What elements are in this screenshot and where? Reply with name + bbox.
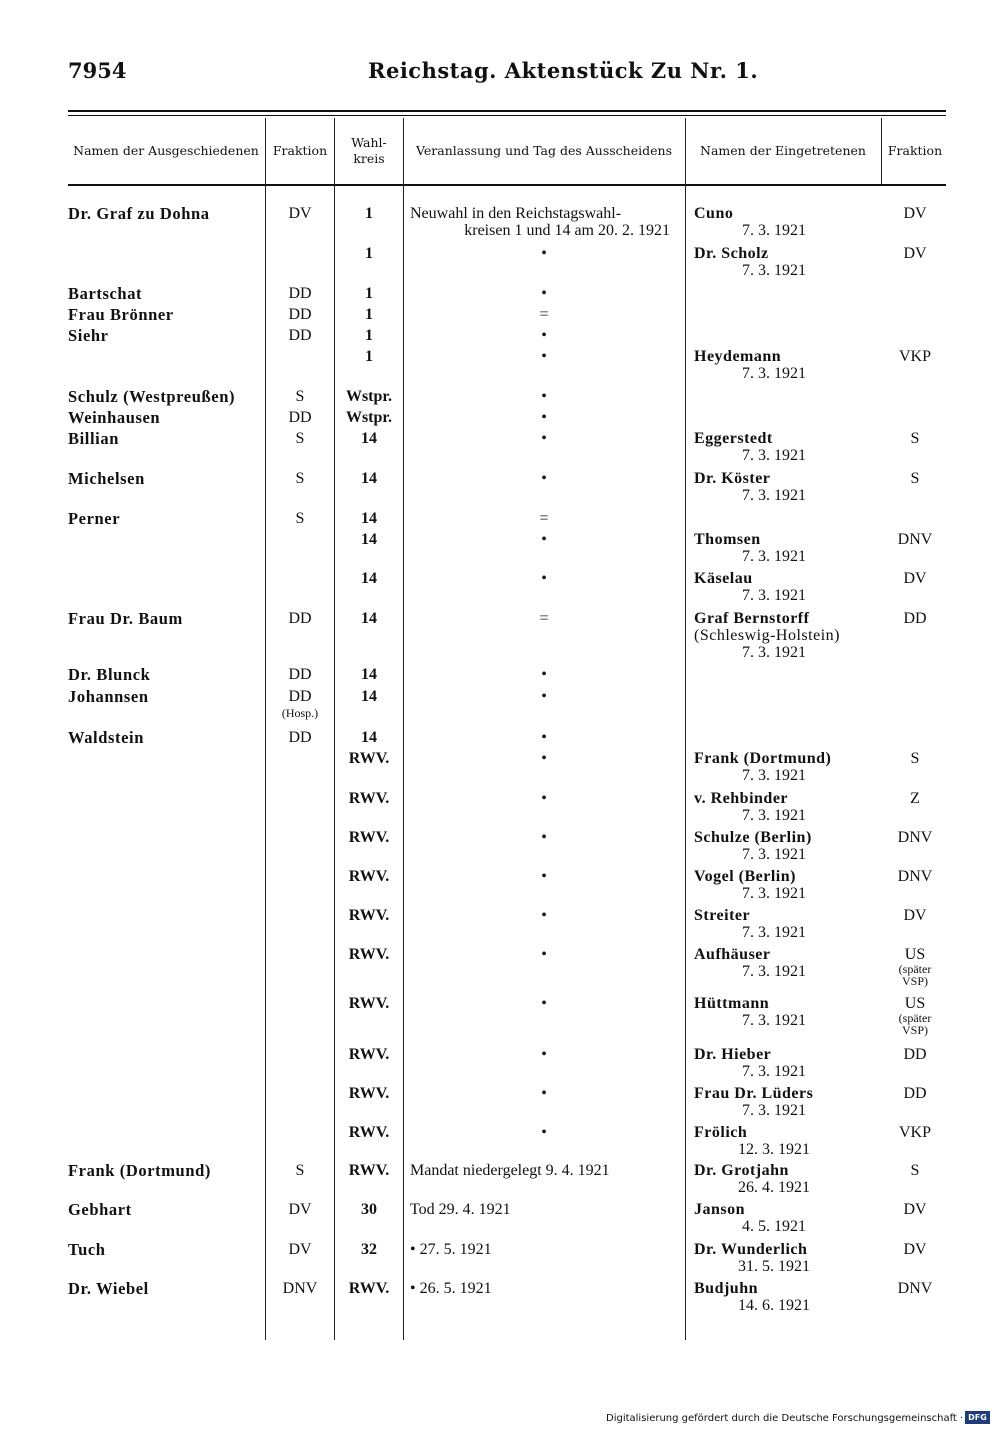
eingetretener-name: Graf Bernstorff (694, 610, 810, 627)
wahlkreis: 14 (361, 531, 377, 548)
eintritt-datum: 7. 3. 1921 (742, 644, 806, 661)
ditto-mark: • (541, 285, 547, 302)
header-fraktion: Fraktion (272, 143, 328, 159)
fraktion-eingetreten: S (910, 1162, 920, 1179)
footer-credit: Digitalisierung gefördert durch die Deutsche Forschungsgemeinschaft · (606, 1413, 964, 1424)
fraktion: DV (288, 205, 312, 222)
wahlkreis: RWV. (348, 946, 390, 963)
fraktion: DD (288, 327, 312, 344)
ausgeschiedener-name: Billian (68, 429, 119, 448)
eintritt-datum: 7. 3. 1921 (742, 1063, 806, 1080)
eingetretener-name: Streiter (694, 907, 751, 924)
eintritt-datum: 7. 3. 1921 (742, 846, 806, 863)
fraktion: DD (288, 285, 312, 302)
eingetretener-name: Frölich (694, 1124, 748, 1141)
eingetretener-name: Thomsen (694, 531, 761, 548)
ditto-mark: • (541, 570, 547, 587)
ausgeschiedener-name: Waldstein (68, 728, 145, 747)
header-ausgeschiedene: Namen der Ausgeschiedenen (73, 143, 259, 159)
fraktion-eingetreten: DV (903, 205, 927, 222)
wahlkreis: 1 (365, 285, 373, 302)
eintritt-datum: 7. 3. 1921 (742, 447, 806, 464)
fraktion-eingetreten: DNV (897, 531, 933, 548)
eingetretener-name: Vogel (Berlin) (694, 868, 796, 885)
eingetretener-name: Käselau (694, 570, 753, 587)
wahlkreis: RWV. (348, 1085, 390, 1102)
wahlkreis: RWV. (348, 1124, 390, 1141)
top-rule-thin (68, 115, 946, 116)
fraktion: S (295, 388, 305, 405)
ausgeschiedener-name: Dr. Wiebel (68, 1279, 149, 1298)
wahlkreis: 30 (361, 1201, 377, 1218)
eingetretener-name: Dr. Hieber (694, 1046, 772, 1063)
ausgeschiedener-name: Dr. Blunck (68, 665, 151, 684)
ditto-mark: • (541, 907, 547, 924)
ditto-mark: = (539, 610, 549, 627)
wahlkreis: 14 (361, 430, 377, 447)
header-fraktion-2: Fraktion (887, 143, 943, 159)
ausgeschiedener-name: Gebhart (68, 1200, 132, 1219)
eintritt-datum: 26. 4. 1921 (738, 1179, 810, 1196)
fraktion-eingetreten: S (910, 470, 920, 487)
eintritt-datum: 7. 3. 1921 (742, 222, 806, 239)
wahlkreis: 14 (361, 570, 377, 587)
wahlkreis: RWV. (348, 995, 390, 1012)
fraktion-eingetreten: DD (903, 1046, 927, 1063)
fraktion: S (295, 470, 305, 487)
fraktion: S (295, 1162, 305, 1179)
fraktion-eingetreten: DNV (897, 868, 933, 885)
wahlkreis: 1 (365, 306, 373, 323)
column-divider (881, 118, 882, 184)
ausgeschiedener-name: Siehr (68, 326, 109, 345)
ditto-mark: • (541, 470, 547, 487)
wahlkreis: RWV. (348, 868, 390, 885)
top-rule (68, 110, 946, 112)
fraktion-note: VSP) (901, 1023, 928, 1037)
eintritt-datum: 7. 3. 1921 (742, 963, 806, 980)
ditto-mark: = (539, 510, 549, 527)
ausgeschiedener-name: Michelsen (68, 469, 145, 488)
eingetretener-name: Dr. Grotjahn (694, 1162, 789, 1179)
eingetretener-name: Dr. Wunderlich (694, 1241, 808, 1258)
wahlkreis: 1 (365, 327, 373, 344)
eingetretener-name: Heydemann (694, 348, 782, 365)
fraktion-eingetreten: DV (903, 907, 927, 924)
ausgeschiedener-name: Bartschat (68, 284, 143, 303)
eintritt-datum: 31. 5. 1921 (738, 1258, 810, 1275)
ditto-mark: • (541, 868, 547, 885)
ditto-mark: • (541, 729, 547, 746)
header-wahlkreis: Wahl- kreis (351, 135, 387, 166)
fraktion-eingetreten: DV (903, 570, 927, 587)
fraktion: DNV (282, 1280, 318, 1297)
ausgeschiedener-name: Johannsen (68, 687, 149, 706)
ausgeschiedener-name: Schulz (Westpreußen) (68, 387, 236, 406)
fraktion: DD (288, 729, 312, 746)
fraktion-eingetreten: S (910, 750, 920, 767)
fraktion: S (295, 510, 305, 527)
ditto-mark: • (541, 531, 547, 548)
ditto-mark: • (541, 409, 547, 426)
eintritt-datum: 7. 3. 1921 (742, 767, 806, 784)
eingetretener-name: v. Rehbinder (694, 790, 789, 807)
veranlassung: Mandat niedergelegt 9. 4. 1921 (410, 1162, 610, 1179)
fraktion-eingetreten: S (910, 430, 920, 447)
eintritt-datum: 7. 3. 1921 (742, 262, 806, 279)
ditto-mark: • (541, 666, 547, 683)
ausgeschiedener-name: Perner (68, 509, 121, 528)
fraktion-note: (später (898, 1011, 932, 1025)
eintritt-datum: 14. 6. 1921 (738, 1297, 810, 1314)
ditto-mark: • (541, 688, 547, 705)
veranlassung-cont: kreisen 1 und 14 am 20. 2. 1921 (464, 222, 670, 239)
veranlassung: • 26. 5. 1921 (410, 1280, 492, 1297)
fraktion-note: (später (898, 962, 932, 976)
eingetretener-name: Cuno (694, 205, 734, 222)
eintritt-datum: 7. 3. 1921 (742, 487, 806, 504)
eingetretener-name: Eggerstedt (694, 430, 773, 447)
eingetretener-name: Aufhäuser (694, 946, 771, 963)
dfg-logo: DFG (965, 1411, 990, 1424)
ditto-mark: • (541, 245, 547, 262)
ditto-mark: • (541, 388, 547, 405)
ausgeschiedener-name: Frank (Dortmund) (68, 1161, 211, 1180)
wahlkreis: 1 (365, 205, 373, 222)
fraktion-eingetreten: DD (903, 610, 927, 627)
ditto-mark: • (541, 750, 547, 767)
wahlkreis: RWV. (348, 790, 390, 807)
wahlkreis: RWV. (348, 750, 390, 767)
fraktion: DD (288, 610, 312, 627)
ditto-mark: = (539, 306, 549, 323)
eintritt-datum: 4. 5. 1921 (742, 1218, 806, 1235)
eintritt-datum: 12. 3. 1921 (738, 1141, 810, 1158)
veranlassung: Neuwahl in den Reichstagswahl- (410, 205, 622, 222)
eingetretener-name: Budjuhn (694, 1280, 758, 1297)
wahlkreis: Wstpr. (345, 409, 393, 426)
eintritt-datum: 7. 3. 1921 (742, 548, 806, 565)
ausgeschiedener-name: Tuch (68, 1240, 106, 1259)
eingetretener-name: Dr. Köster (694, 470, 771, 487)
wahlkreis: RWV. (348, 829, 390, 846)
ausgeschiedener-name: Frau Brönner (68, 305, 174, 324)
ditto-mark: • (541, 829, 547, 846)
page-number: 7954 (68, 58, 127, 83)
wahlkreis: 14 (361, 666, 377, 683)
fraktion-eingetreten: DNV (897, 829, 933, 846)
eingetretener-name: Dr. Scholz (694, 245, 769, 262)
veranlassung: • 27. 5. 1921 (410, 1241, 492, 1258)
wahlkreis: RWV. (348, 1162, 390, 1179)
ditto-mark: • (541, 1046, 547, 1063)
fraktion-eingetreten: DD (903, 1085, 927, 1102)
fraktion-eingetreten: VKP (898, 348, 931, 365)
fraktion-eingetreten: DV (903, 1241, 927, 1258)
eingetretener-name: Janson (694, 1201, 746, 1218)
ausgeschiedener-name: Dr. Graf zu Dohna (68, 204, 210, 223)
eingetretener-name: Frau Dr. Lüders (694, 1085, 814, 1102)
header-rule (68, 184, 946, 186)
wahlkreis: 14 (361, 729, 377, 746)
wahlkreis: RWV. (348, 1280, 390, 1297)
wahlkreis: Wstpr. (345, 388, 393, 405)
fraktion-eingetreten: DV (903, 245, 927, 262)
wahlkreis: 14 (361, 510, 377, 527)
wahlkreis: RWV. (348, 907, 390, 924)
eintritt-datum: 7. 3. 1921 (742, 924, 806, 941)
fraktion: DV (288, 1201, 312, 1218)
column-divider (334, 118, 335, 1340)
ditto-mark: • (541, 430, 547, 447)
ditto-mark: • (541, 790, 547, 807)
ditto-mark: • (541, 348, 547, 365)
wahlkreis: 14 (361, 610, 377, 627)
ausgeschiedener-name: Weinhausen (68, 408, 161, 427)
eingetretener-name: Frank (Dortmund) (694, 750, 832, 767)
fraktion-note: VSP) (901, 974, 928, 988)
ausgeschiedener-name: Frau Dr. Baum (68, 609, 183, 628)
fraktion-eingetreten: US (904, 995, 926, 1012)
eingetretener-name: Schulze (Berlin) (694, 829, 812, 846)
header-veranlassung: Veranlassung und Tag des Ausscheidens (416, 143, 672, 159)
fraktion: S (295, 430, 305, 447)
fraktion-note: (Hosp.) (281, 706, 319, 720)
wahlkreis: 1 (365, 245, 373, 262)
eingetretener-region: (Schleswig-Holstein) (694, 627, 840, 644)
ditto-mark: • (541, 995, 547, 1012)
eingetretener-name: Hüttmann (694, 995, 770, 1012)
fraktion: DD (288, 409, 312, 426)
eintritt-datum: 7. 3. 1921 (742, 1102, 806, 1119)
ditto-mark: • (541, 1085, 547, 1102)
eintritt-datum: 7. 3. 1921 (742, 365, 806, 382)
ditto-mark: • (541, 946, 547, 963)
fraktion: DD (288, 688, 312, 705)
fraktion-eingetreten: US (904, 946, 926, 963)
fraktion: DV (288, 1241, 312, 1258)
fraktion-eingetreten: VKP (898, 1124, 931, 1141)
fraktion-eingetreten: Z (910, 790, 920, 807)
ditto-mark: • (541, 1124, 547, 1141)
wahlkreis: 1 (365, 348, 373, 365)
eintritt-datum: 7. 3. 1921 (742, 885, 806, 902)
wahlkreis: 14 (361, 688, 377, 705)
eintritt-datum: 7. 3. 1921 (742, 587, 806, 604)
wahlkreis: 14 (361, 470, 377, 487)
wahlkreis: 32 (361, 1241, 377, 1258)
veranlassung: Tod 29. 4. 1921 (410, 1201, 511, 1218)
eintritt-datum: 7. 3. 1921 (742, 1012, 806, 1029)
fraktion-eingetreten: DNV (897, 1280, 933, 1297)
ditto-mark: • (541, 327, 547, 344)
column-divider (685, 118, 686, 1340)
fraktion: DD (288, 306, 312, 323)
page-title: Reichstag. Aktenstück Zu Nr. 1. (368, 58, 759, 83)
header-eingetretene: Namen der Eingetretenen (700, 143, 866, 159)
wahlkreis: RWV. (348, 1046, 390, 1063)
eintritt-datum: 7. 3. 1921 (742, 807, 806, 824)
fraktion: DD (288, 666, 312, 683)
fraktion-eingetreten: DV (903, 1201, 927, 1218)
